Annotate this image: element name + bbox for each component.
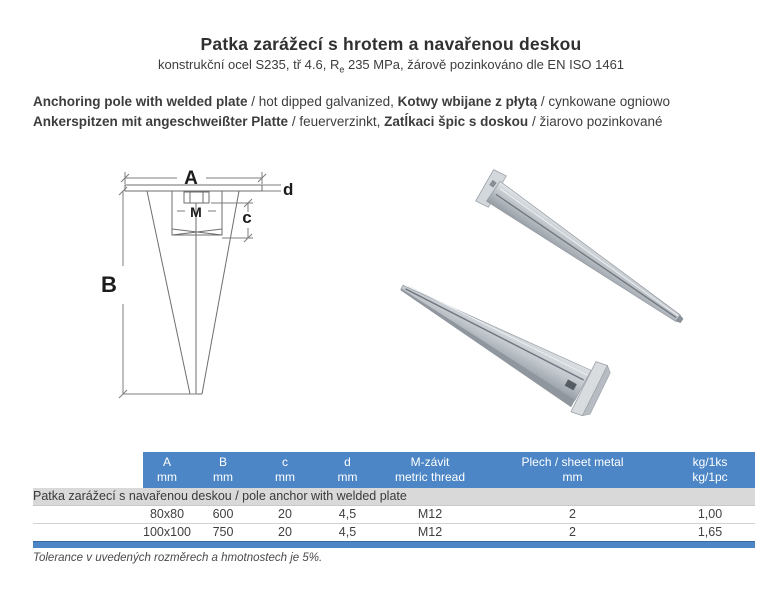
description-line-en-pl: [33, 92, 753, 112]
desc-en-bold: Anchoring pole with welded plate: [33, 94, 248, 109]
desc-sk-plain: / žiarovo pozinkované: [528, 114, 663, 129]
diagram-nut: [184, 192, 209, 203]
diagram-label-c: c: [242, 208, 252, 227]
cell-d: 4,5: [315, 524, 380, 542]
cell-c: 20: [255, 524, 315, 542]
product-photo-bottom: [390, 262, 614, 421]
cell-sheet: 2: [480, 506, 665, 524]
col-header-c: c mm: [255, 452, 315, 488]
product-descriptions: [33, 92, 753, 132]
col-header-A: A mm: [143, 452, 191, 488]
dimension-diagram: [30, 156, 310, 406]
cell-sheet: 2: [480, 524, 665, 542]
header-spacer: [33, 452, 143, 488]
product-photo-top: [473, 168, 693, 336]
diagram-label-M: M: [190, 204, 202, 220]
subtitle-subscript: e: [339, 64, 345, 75]
table-row: [33, 506, 755, 524]
desc-sk-bold: Zatĺkaci špic s doskou: [384, 114, 529, 129]
desc-pl-plain: / cynkowane ogniowo: [537, 94, 670, 109]
table-row: [33, 524, 755, 542]
cell-thread: M12: [380, 506, 480, 524]
desc-en-plain: / hot dipped galvanized,: [247, 94, 398, 109]
diagram-label-d: d: [283, 180, 294, 199]
product-photos: [390, 145, 782, 445]
diagram-label-B: B: [101, 272, 117, 297]
table-group-row: Patka zarážecí s navařenou deskou / pole anchor with welded plate: [33, 488, 755, 506]
col-header-weight: kg/1ks kg/1pc: [665, 452, 755, 488]
desc-de-plain: / feuerverzinkt,: [288, 114, 385, 129]
cell-weight: 1,00: [665, 506, 755, 524]
subtitle-post: 235 MPa, žárově pozinkováno dle EN ISO 1461: [344, 57, 625, 72]
cell-thread: M12: [380, 524, 480, 542]
subtitle-pre: konstrukční ocel S235, tř 4.6, R: [157, 57, 340, 72]
desc-de-bold: Ankerspitzen mit angeschweißter Platte: [33, 114, 289, 129]
page-title: Patka zarážecí s hrotem a navařenou deskou: [200, 34, 582, 54]
cell-weight: 1,65: [665, 524, 755, 542]
cell-A: 100x100: [143, 525, 191, 539]
cell-d: 4,5: [315, 506, 380, 524]
table-bottom-bar: [33, 541, 755, 548]
cell-c: 20: [255, 506, 315, 524]
spec-table: [33, 452, 755, 541]
cell-A: 80x80: [143, 506, 191, 524]
col-header-B: B mm: [191, 452, 255, 488]
page-subtitle: [0, 57, 782, 75]
spec-table-section: [33, 452, 755, 564]
cell-B: 600: [191, 506, 255, 524]
tolerance-note: Tolerance v uvedených rozměrech a hmotnostech je 5%.: [33, 552, 323, 564]
diagram-label-A: A: [184, 168, 198, 189]
col-header-thread: M-závit metric thread: [380, 452, 480, 488]
description-line-de-sk: [33, 112, 753, 132]
cell-B: 750: [191, 524, 255, 542]
col-header-sheet-metal: Plech / sheet metal mm: [480, 452, 665, 488]
col-header-d: d mm: [315, 452, 380, 488]
desc-pl-bold: Kotwy wbijane z płytą: [397, 94, 538, 109]
